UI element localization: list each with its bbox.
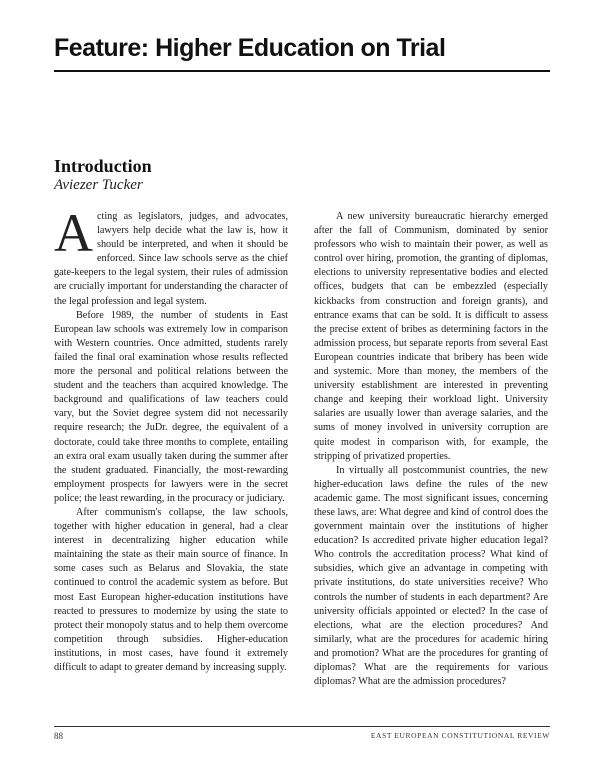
paragraph: After communism's collapse, the law schools, together with higher education in general, had a clear interest in decentralizing higher education while maintaining the state as their main source of finance. In some cases such as Belarus and Slovakia, the state continued to control the academic system as before. But most East European higher-education institutions have reacted to pressures to modernize by using the state to protect their monopoly status and to help them overcome competition through subsidies. Higher-education institutions, in most cases, have found it extremely difficult to adapt to greater demand by increasing supply. bbox=[54, 506, 288, 673]
page-number: 88 bbox=[54, 731, 63, 741]
paragraph: In virtually all postcommunist countries, the new higher-education laws define the rules of the new academic game. The most significant issues, concerning these laws, are: What degree and kind of control does the government maintain over the institutions of higher education? Is accredited private higher education legal? Who controls the accreditation process? What kind of subsidies, which give an advantage in competing with private institutions, do state universities receive? Who controls the number of students in each department? Are university officials appointed or elected? In the case of elections, what are the election procedures? And similarly, what are the procedures for academic hiring and promotion? What are the procedures for granting of diplomas? What are the requirements for various diplomas? What are the admission procedures? bbox=[314, 464, 548, 688]
right-column bbox=[314, 210, 548, 689]
section-header: Feature: Higher Education on Trial bbox=[54, 34, 446, 62]
paragraph-text: cting as legislators, judges, and advocates, lawyers help decide what the law is, how it should be interpreted, and when it should be enforced. Since law schools serve as the chief gate-keepers to the legal system, their rules of admission are crucially important for understanding the character of the legal profession and legal system. bbox=[54, 211, 288, 307]
left-column bbox=[54, 203, 288, 675]
paragraph: Before 1989, the number of students in East European law schools was extremely low in comparison with Western countries. Once admitted, students rarely failed the final oral examination whose results reflected more the personal and political relations between the student and the teachers than acquired knowledge. The background and qualifications of law teachers could vary, but the Soviet degree system did not necessarily require research; the JuDr. degree, the equivalent of a doctorate, could take three months to complete, entailing an extra oral exam usually taken during the summer after the student graduated. Financially, the most-rewarding employment prospects for lawyers were in the secret police; the least rewarding, in the procuracy or judiciary. bbox=[54, 309, 288, 504]
journal-name: EAST EUROPEAN CONSTITUTIONAL REVIEW bbox=[370, 731, 550, 740]
article-title: Introduction bbox=[54, 156, 152, 176]
drop-cap: A bbox=[54, 203, 93, 263]
header-divider bbox=[54, 70, 550, 72]
paragraph bbox=[54, 203, 288, 309]
footer-divider bbox=[54, 726, 550, 727]
paragraph: A new university bureaucratic hierarchy emerged after the fall of Communism, dominated by senior professors who wish to maintain their power, as well as control over hiring, promotion, the granting of diplomas, elections to university representative bodies and elected offices, budgets that can be embezzled (especially kickbacks from construction and foreign grants), and entrance exams that can be sold. It is difficult to assess the precise extent of bribes as determining factors in the admission process, but separate reports from several East European countries indicate that bribery has been wide and systemic. More than money, the members of the university establishment are interested in preventing change and keeping their workload light. University salaries are usually lower than average salaries, and the sums of money involved in university corruption are quite modest in comparison with, for example, the stripping of privatized properties. bbox=[314, 211, 548, 462]
article-author: Aviezer Tucker bbox=[54, 177, 143, 193]
